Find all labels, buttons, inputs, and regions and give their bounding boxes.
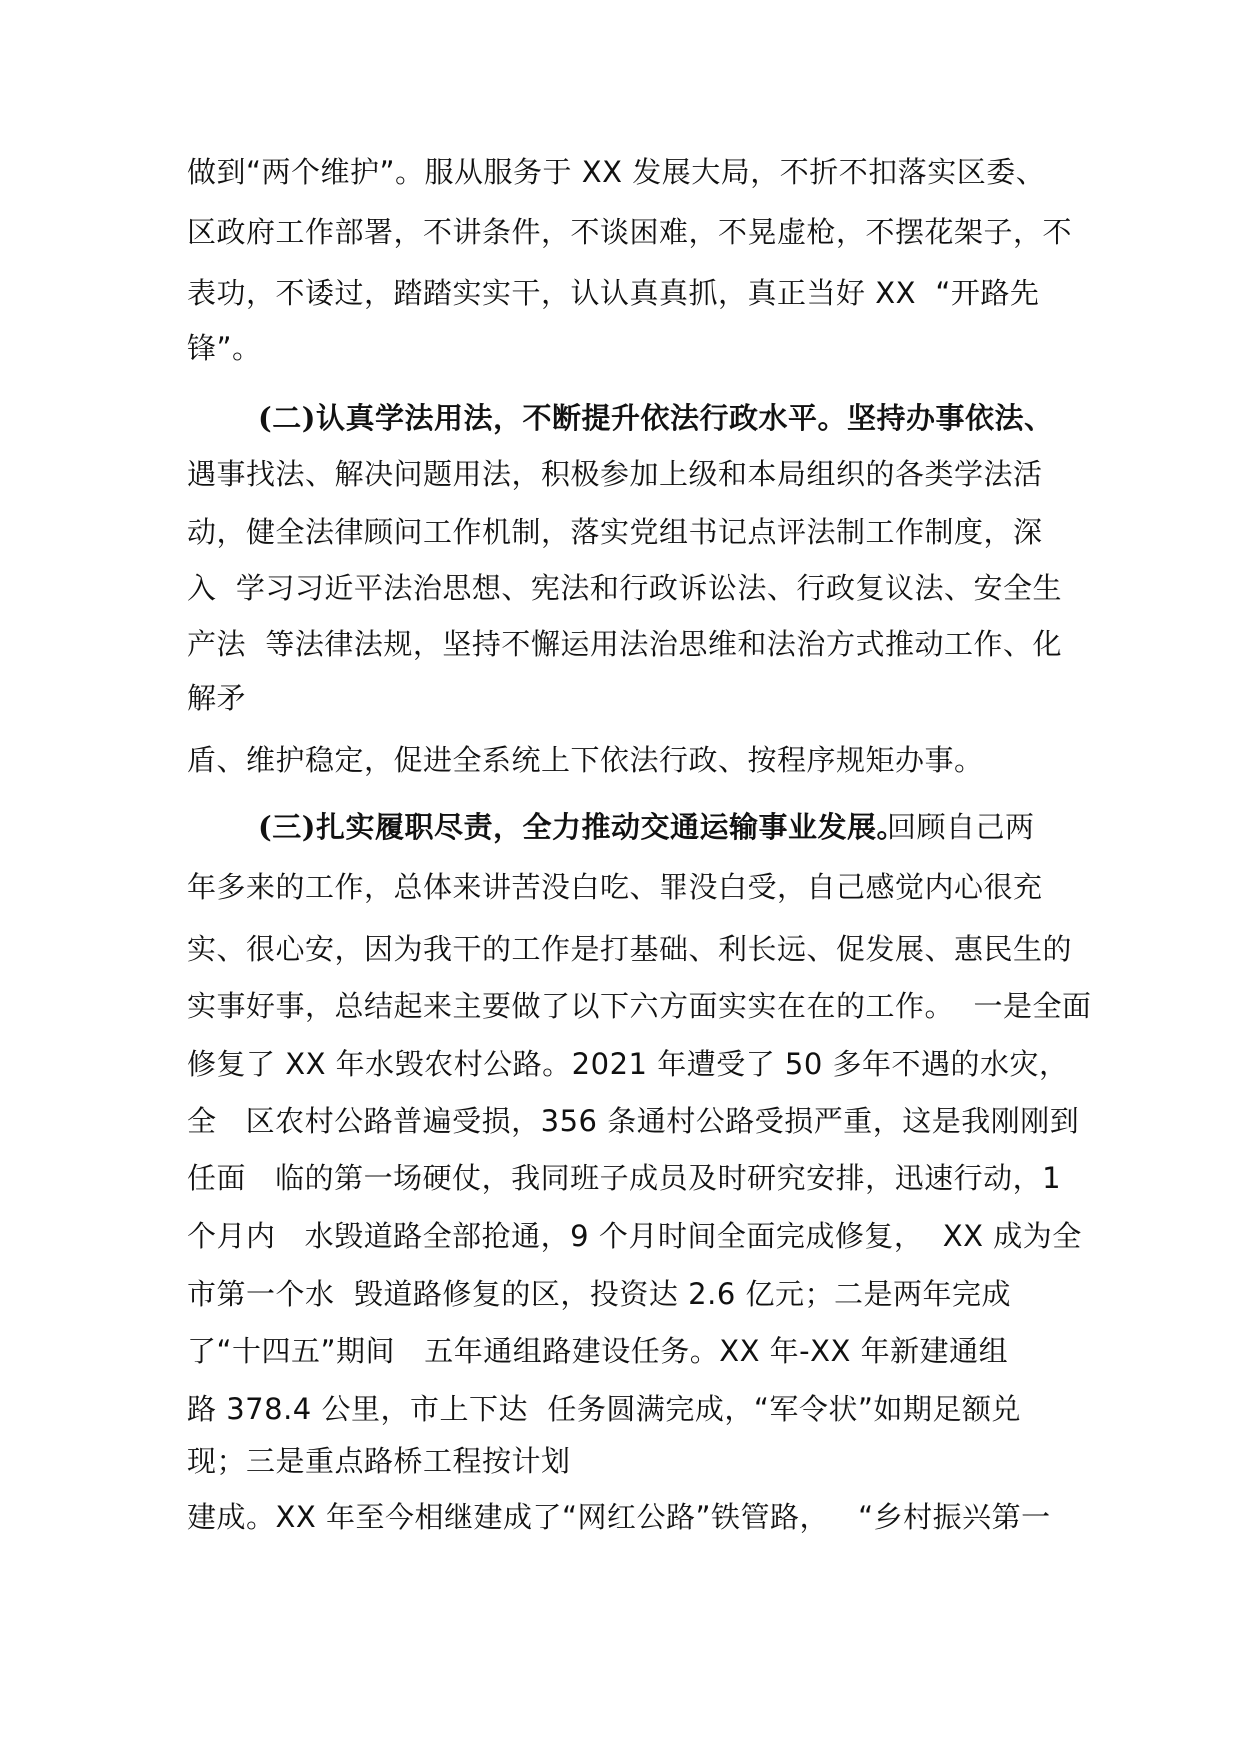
text-line: 现；三是重点路桥工程按计划 bbox=[187, 1444, 571, 1478]
text-line: 盾、维护稳定，促进全系统上下依法行政、按程序规矩办事。 bbox=[187, 743, 984, 777]
text-line: 回顾自己两 bbox=[887, 810, 1035, 844]
text-line: 任面 临的第一场硬仗，我同班子成员及时研究安排，迅速行动，1 bbox=[187, 1161, 1062, 1195]
text-line: 建成。XX 年至今相继建成了“网红公路”铁管路， “乡村振兴第一 bbox=[187, 1500, 1051, 1534]
section-heading-2: (二)认真学法用法，不断提升依法行政水平。坚持办事依法、 bbox=[258, 401, 1054, 435]
text-line: 修复了 XX 年水毁农村公路。2021 年遭受了 50 多年不遇的水灾， bbox=[187, 1047, 1069, 1081]
text-line: 路 378.4 公里，市上下达 任务圆满完成，“军令状”如期足额兑 bbox=[187, 1392, 1021, 1426]
text-line: 市第一个水 毁道路修复的区，投资达 2.6 亿元；二是两年完成 bbox=[187, 1277, 1011, 1311]
section-heading-3: (三)扎实履职尽责，全力推动交通运输事业发展。 bbox=[258, 810, 906, 844]
text-line: 个月内 水毁道路全部抢通，9 个月时间全面完成修复， XX 成为全 bbox=[187, 1219, 1082, 1253]
text-line: 表功，不诿过，踏踏实实干，认认真真抓，真正当好 XX “开路先 bbox=[187, 276, 1040, 310]
text-line: 全 区农村公路普遍受损，356 条通村公路受损严重，这是我刚刚到 bbox=[187, 1104, 1080, 1138]
text-line: 产法 等法律法规，坚持不懈运用法治思维和法治方式推动工作、化 bbox=[187, 627, 1062, 661]
text-line: 解矛 bbox=[187, 681, 247, 715]
text-line: 锋”。 bbox=[187, 331, 262, 365]
text-line: 实、很心安，因为我干的工作是打基础、利长远、促发展、惠民生的 bbox=[187, 932, 1073, 966]
text-line: 实事好事，总结起来主要做了以下六方面实实在在的工作。 一是全面 bbox=[187, 989, 1092, 1023]
text-line: 遇事找法、解决问题用法，积极参加上级和本局组织的各类学法活 bbox=[187, 457, 1043, 491]
text-line: 动，健全法律顾问工作机制，落实党组书记点评法制工作制度，深 bbox=[187, 515, 1043, 549]
text-line: 了“十四五”期间 五年通组路建设任务。XX 年-XX 年新建通组 bbox=[187, 1334, 1009, 1368]
text-line: 做到“两个维护”。服从服务于 XX 发展大局，不折不扣落实区委、 bbox=[187, 155, 1046, 189]
text-line: 入 学习习近平法治思想、宪法和行政诉讼法、行政复议法、安全生 bbox=[187, 571, 1062, 605]
text-line: 年多来的工作，总体来讲苦没白吃、罪没白受，自己感觉内心很充 bbox=[187, 870, 1043, 904]
text-line: 区政府工作部署，不讲条件，不谈困难，不晃虚枪，不摆花架子，不 bbox=[187, 215, 1073, 249]
